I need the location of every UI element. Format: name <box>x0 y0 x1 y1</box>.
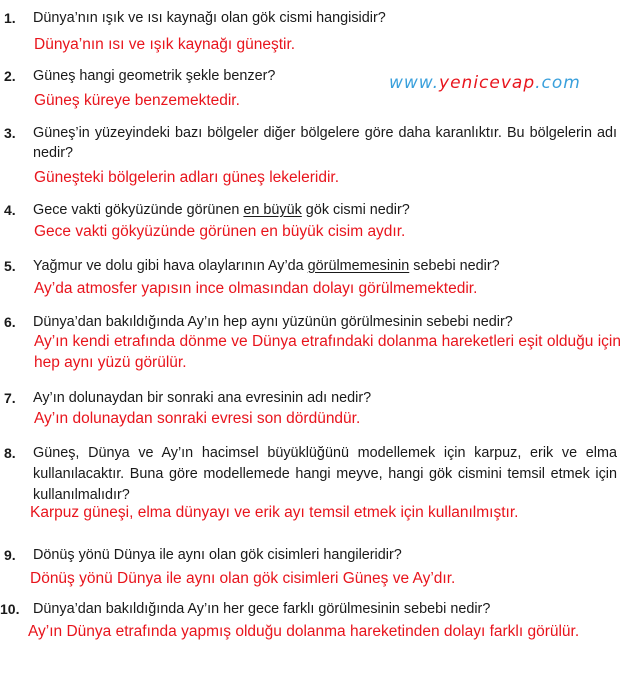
question-text-post: sebebi nedir? <box>409 258 500 274</box>
question-number: 8. <box>4 445 16 461</box>
question-text: Dünya’dan bakıldığında Ay’ın hep aynı yüzünün görülmesinin sebebi nedir? <box>33 314 513 330</box>
question-number: 7. <box>4 390 16 406</box>
question-number: 6. <box>4 314 16 330</box>
question-number: 1. <box>4 10 16 26</box>
question-number: 9. <box>4 547 16 563</box>
answer-text: Güneşteki bölgelerin adları güneş lekeleridir. <box>34 169 340 186</box>
watermark-www: www. <box>389 73 440 93</box>
question-text <box>33 256 617 276</box>
question-number: 4. <box>4 202 16 218</box>
answer-text: Dönüş yönü Dünya ile aynı olan gök cisimleri Güneş ve Ay’dır. <box>30 570 456 587</box>
question-number: 5. <box>4 258 16 274</box>
question-text-underlined: görülmemesinin <box>307 258 410 274</box>
question-text: Güneş’in yüzeyindeki bazı bölgeler diğer bölgelere göre daha karanlıktır. Bu bölgelerin adı nedir? <box>33 125 617 161</box>
question-text-post: gök cismi nedir? <box>301 202 410 218</box>
answer-text: Dünya’nın ısı ve ışık kaynağı güneştir. <box>34 36 296 53</box>
question-text: Dünya’dan bakıldığında Ay’ın her gece farklı görülmesinin sebebi nedir? <box>33 601 491 617</box>
question-text: Dünya’nın ışık ve ısı kaynağı olan gök cismi hangisidir? <box>33 10 386 26</box>
question-number: 3. <box>4 125 16 141</box>
question-text-pre: Gece vakti gökyüzünde görünen <box>33 202 244 218</box>
question-text: Güneş hangi geometrik şekle benzer? <box>33 68 276 84</box>
question-text <box>33 200 617 220</box>
question-number: 2. <box>4 68 16 84</box>
answer-text: Gece vakti gökyüzünde görünen en büyük cisim aydır. <box>34 223 406 240</box>
answer-text: Ay’ın Dünya etrafında yapmış olduğu dolanma hareketinden dolayı farklı görülür. <box>28 623 580 640</box>
question-text: Dönüş yönü Dünya ile aynı olan gök cisimleri hangileridir? <box>33 547 402 563</box>
watermark-brand: yenicevap <box>439 73 536 93</box>
answer-text: Karpuz güneşi, elma dünyayı ve erik ayı temsil etmek için kullanılmıştır. <box>30 504 519 521</box>
answer-text: Ay’ın kendi etrafında dönme ve Dünya etrafındaki dolanma hareketleri eşit olduğu için hep aynı yüzü görülür. <box>34 333 621 371</box>
question-text-underlined: en büyük <box>243 202 302 218</box>
watermark-com: .com <box>535 73 581 93</box>
answer-text: Güneş küreye benzemektedir. <box>34 92 240 109</box>
question-text: Ay’ın dolunaydan bir sonraki ana evresinin adı nedir? <box>33 390 372 406</box>
question-text: Güneş, Dünya ve Ay’ın hacimsel büyüklüğünü modellemek için karpuz, erik ve elma kullanılacaktır. Buna göre modellemede hangi meyve, hangi gök cismini temsil etmek için kullanılmalıdır? <box>33 445 617 503</box>
answer-text: Ay’da atmosfer yapısın ince olmasından dolayı görülmemektedir. <box>34 280 478 297</box>
question-text-pre: Yağmur ve dolu gibi hava olaylarının Ay’da <box>33 258 308 274</box>
answer-text: Ay’ın dolunaydan sonraki evresi son dördündür. <box>34 410 361 427</box>
question-number: 10. <box>0 601 20 617</box>
